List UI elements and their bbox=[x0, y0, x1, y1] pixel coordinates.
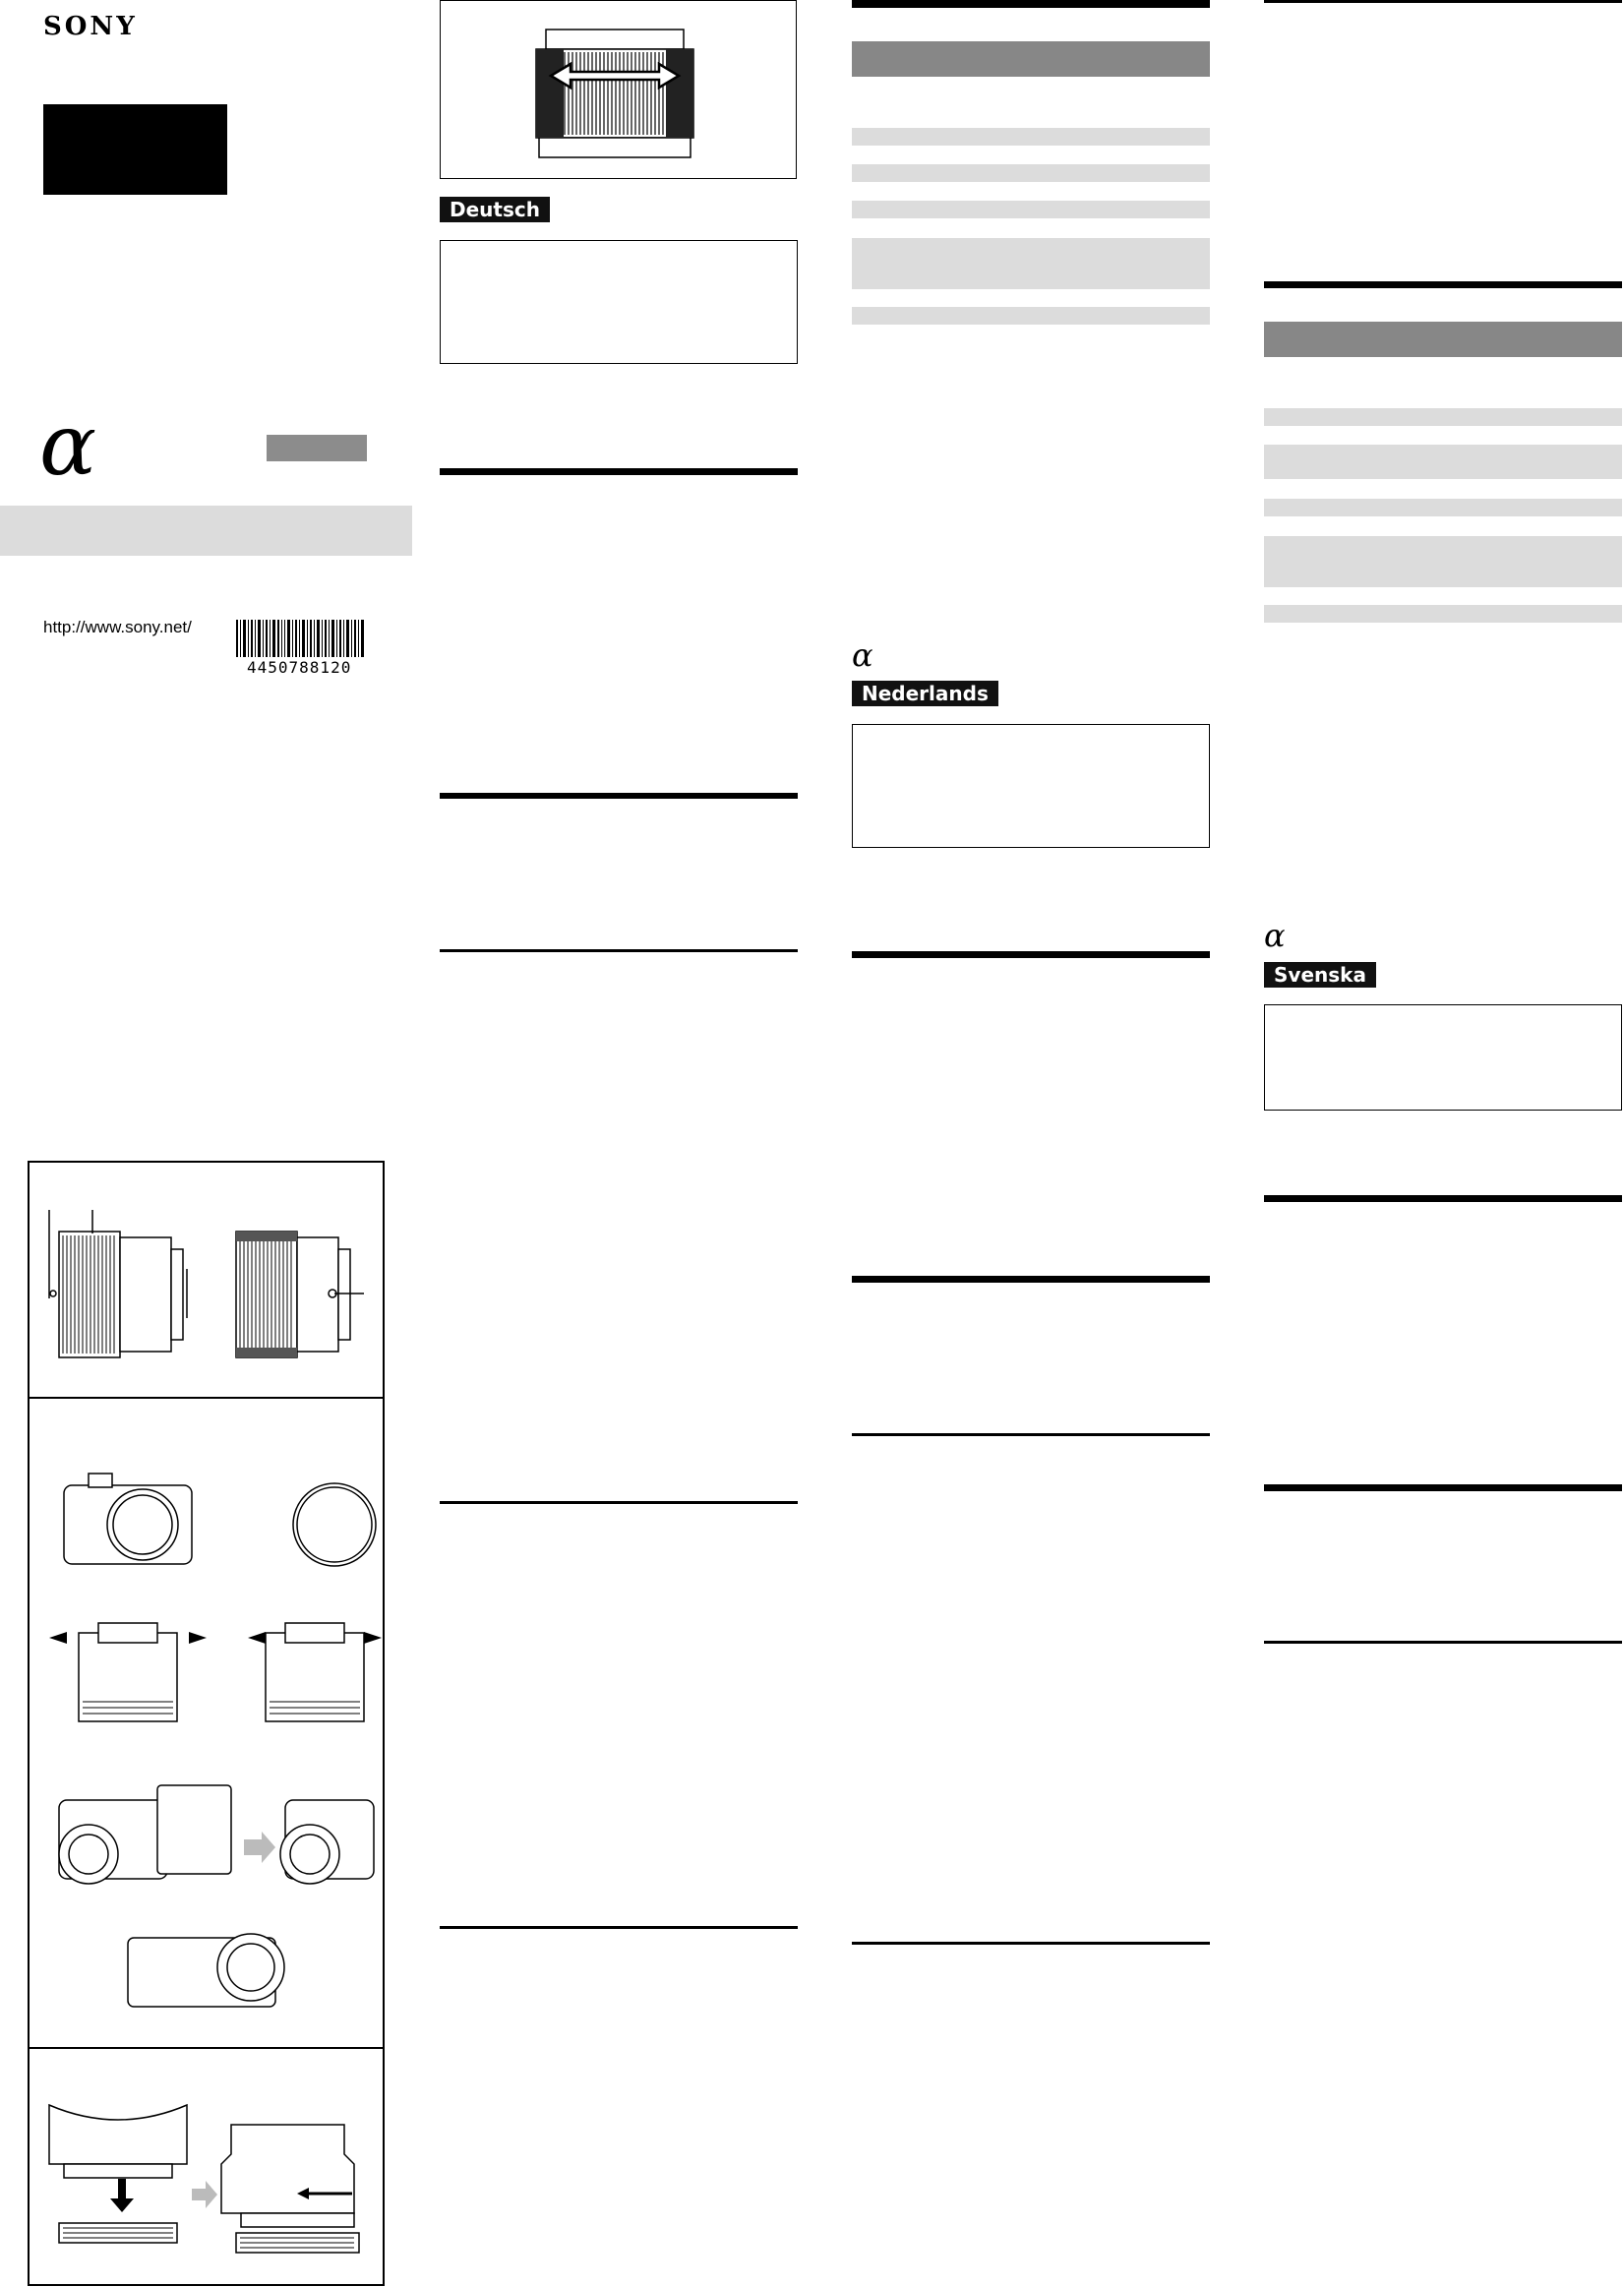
section-heading-bar bbox=[1264, 322, 1622, 357]
section-rule bbox=[1264, 1484, 1622, 1491]
language-label-nederlands: Nederlands bbox=[852, 681, 998, 706]
lens-attach-illustration bbox=[39, 1456, 374, 2026]
barcode bbox=[236, 620, 366, 657]
table-row-bar bbox=[1264, 445, 1622, 479]
table-row-bar bbox=[1264, 605, 1622, 623]
sony-url[interactable]: http://www.sony.net/ bbox=[43, 618, 192, 636]
alpha-mark: α bbox=[1264, 917, 1286, 954]
section-rule bbox=[440, 949, 798, 952]
section-rule bbox=[440, 1501, 798, 1504]
model-gray-block bbox=[267, 435, 367, 461]
table-row-bar bbox=[852, 201, 1210, 218]
section-rule bbox=[440, 1926, 798, 1929]
table-row-bar bbox=[852, 238, 1210, 289]
table-row-bar bbox=[1264, 536, 1622, 587]
language-label-svenska: Svenska bbox=[1264, 962, 1376, 988]
section-rule bbox=[852, 951, 1210, 958]
table-row-bar bbox=[852, 164, 1210, 182]
section-heading-bar bbox=[852, 41, 1210, 77]
brand-logo: SONY bbox=[43, 12, 138, 41]
section-rule bbox=[852, 1276, 1210, 1283]
language-label-deutsch: Deutsch bbox=[440, 197, 550, 222]
section-rule bbox=[440, 793, 798, 799]
section-rule bbox=[1264, 281, 1622, 288]
section-rule bbox=[1264, 1195, 1622, 1202]
section-rule bbox=[1264, 0, 1622, 3]
focus-ring-illustration bbox=[531, 25, 708, 157]
alpha-logo: α bbox=[39, 396, 97, 495]
section-rule bbox=[852, 1942, 1210, 1945]
section-rule bbox=[1264, 1641, 1622, 1644]
panel-divider-2 bbox=[28, 2047, 385, 2049]
lens-parts-illustration bbox=[39, 1210, 374, 1377]
cover-black-block bbox=[43, 104, 227, 195]
deutsch-intro-box bbox=[440, 240, 798, 364]
table-row-bar bbox=[852, 128, 1210, 146]
table-row-bar bbox=[1264, 499, 1622, 516]
table-row-bar bbox=[1264, 408, 1622, 426]
panel-divider-1 bbox=[28, 1397, 385, 1399]
section-rule bbox=[852, 0, 1210, 8]
section-rule bbox=[852, 1433, 1210, 1436]
nederlands-intro-box bbox=[852, 724, 1210, 848]
cover-gray-band bbox=[0, 506, 412, 556]
lens-hood-illustration bbox=[39, 2095, 374, 2272]
barcode-number: 4450788120 bbox=[247, 658, 352, 677]
table-row-bar bbox=[852, 307, 1210, 325]
alpha-mark: α bbox=[852, 636, 873, 674]
section-rule bbox=[440, 468, 798, 475]
svenska-intro-box bbox=[1264, 1004, 1622, 1111]
